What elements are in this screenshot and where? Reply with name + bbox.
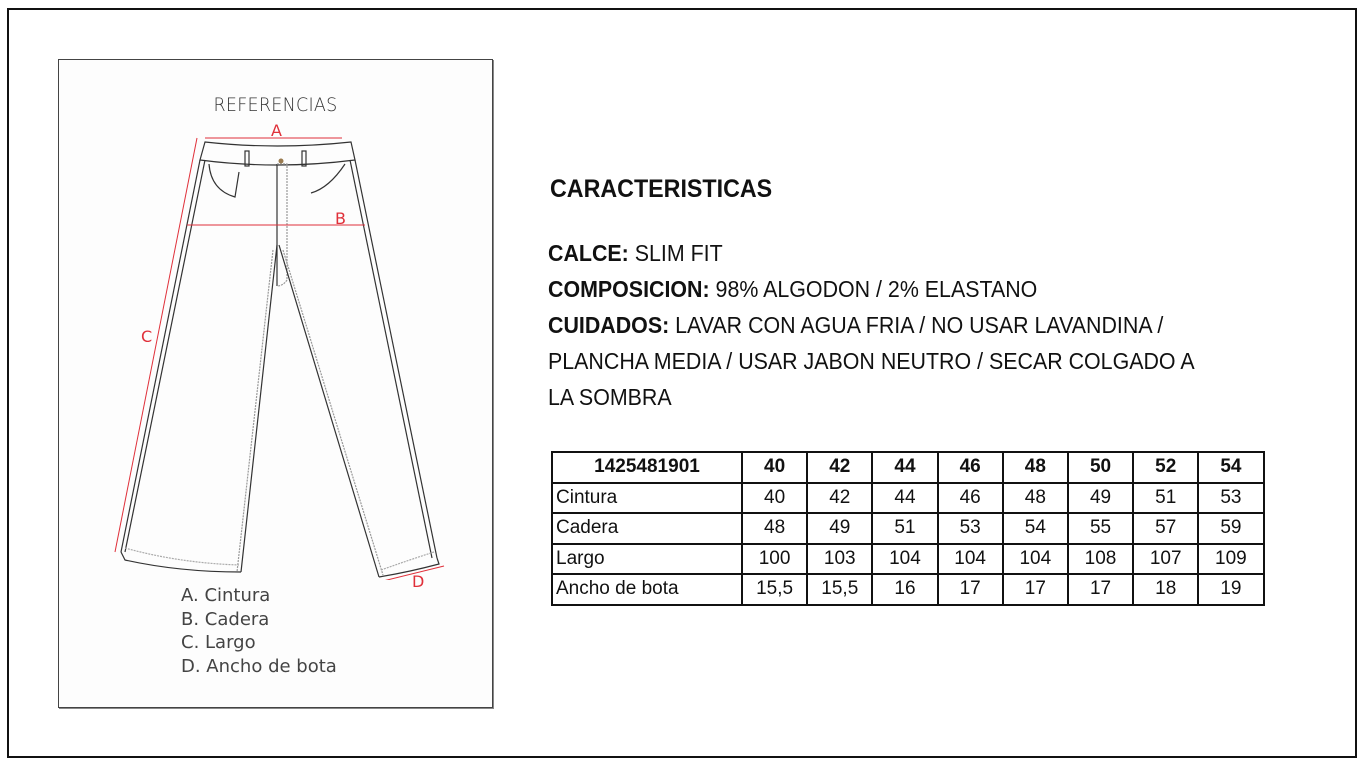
field-composicion <box>548 271 1218 307</box>
size-header: 42 <box>807 452 872 483</box>
table-cell: 15,5 <box>807 574 872 605</box>
table-header-row <box>552 452 1264 483</box>
field-label: CUIDADOS: <box>548 312 670 338</box>
dimension-label-c: C <box>141 327 153 346</box>
row-label: Cintura <box>552 483 742 514</box>
references-card <box>58 59 493 708</box>
dimension-label-b: B <box>335 209 346 228</box>
legend-item-cintura: A. Cintura <box>181 585 271 606</box>
size-header: 46 <box>938 452 1003 483</box>
references-title: REFERENCIAS <box>213 94 338 116</box>
table-cell: 40 <box>742 483 807 514</box>
characteristics-title: CARACTERISTICAS <box>550 175 773 203</box>
row-label: Ancho de bota <box>552 574 742 605</box>
table-cell: 57 <box>1133 513 1198 544</box>
size-header: 54 <box>1198 452 1263 483</box>
legend-item-ancho-bota: D. Ancho de bota <box>181 655 337 677</box>
table-cell: 49 <box>807 513 872 544</box>
table-cell: 48 <box>1003 483 1068 514</box>
table-cell: 103 <box>807 544 872 575</box>
table-cell: 108 <box>1068 544 1133 575</box>
dimension-label-d: D <box>412 572 425 591</box>
size-header: 52 <box>1133 452 1198 483</box>
table-cell: 100 <box>742 544 807 575</box>
size-header: 40 <box>742 452 807 483</box>
table-cell: 51 <box>872 513 937 544</box>
table-cell: 104 <box>938 544 1003 575</box>
table-cell: 104 <box>872 544 937 575</box>
field-value: SLIM FIT <box>628 240 723 266</box>
field-cuidados <box>548 307 1218 415</box>
field-value: LAVAR CON AGUA FRIA / NO USAR LAVANDINA / PLANCHA MEDIA / USAR JABON NEUTRO / SECAR COLGADO A LA SOMBRA <box>548 312 1194 410</box>
legend-item-cadera: B. Cadera <box>181 608 270 630</box>
product-code: 1425481901 <box>552 452 742 483</box>
table-cell: 17 <box>1003 574 1068 605</box>
table-cell: 15,5 <box>742 574 807 605</box>
table-cell: 54 <box>1003 513 1068 544</box>
table-cell: 55 <box>1068 513 1133 544</box>
characteristics-body <box>548 235 1218 415</box>
field-calce <box>548 235 1218 271</box>
dimension-label-a: A <box>271 121 282 140</box>
row-label: Cadera <box>552 513 742 544</box>
table-cell: 59 <box>1198 513 1263 544</box>
table-row <box>552 544 1264 575</box>
field-value: 98% ALGODON / 2% ELASTANO <box>709 276 1038 302</box>
table-cell: 16 <box>872 574 937 605</box>
table-cell: 107 <box>1133 544 1198 575</box>
size-header: 48 <box>1003 452 1068 483</box>
table-cell: 49 <box>1068 483 1133 514</box>
table-cell: 42 <box>807 483 872 514</box>
table-row <box>552 513 1264 544</box>
table-cell: 53 <box>938 513 1003 544</box>
table-cell: 17 <box>1068 574 1133 605</box>
table-cell: 104 <box>1003 544 1068 575</box>
table-cell: 19 <box>1198 574 1263 605</box>
size-table <box>551 451 1265 606</box>
legend-item-largo: C. Largo <box>181 632 256 653</box>
table-cell: 18 <box>1133 574 1198 605</box>
table-cell: 48 <box>742 513 807 544</box>
table-cell: 109 <box>1198 544 1263 575</box>
field-label: CALCE: <box>548 240 629 266</box>
row-label: Largo <box>552 544 742 575</box>
table-cell: 46 <box>938 483 1003 514</box>
field-label: COMPOSICION: <box>548 276 710 302</box>
references-legend <box>181 584 337 678</box>
size-header: 50 <box>1068 452 1133 483</box>
table-row <box>552 574 1264 605</box>
table-cell: 17 <box>938 574 1003 605</box>
table-row <box>552 483 1264 514</box>
table-cell: 53 <box>1198 483 1263 514</box>
table-cell: 51 <box>1133 483 1198 514</box>
table-cell: 44 <box>872 483 937 514</box>
size-header: 44 <box>872 452 937 483</box>
